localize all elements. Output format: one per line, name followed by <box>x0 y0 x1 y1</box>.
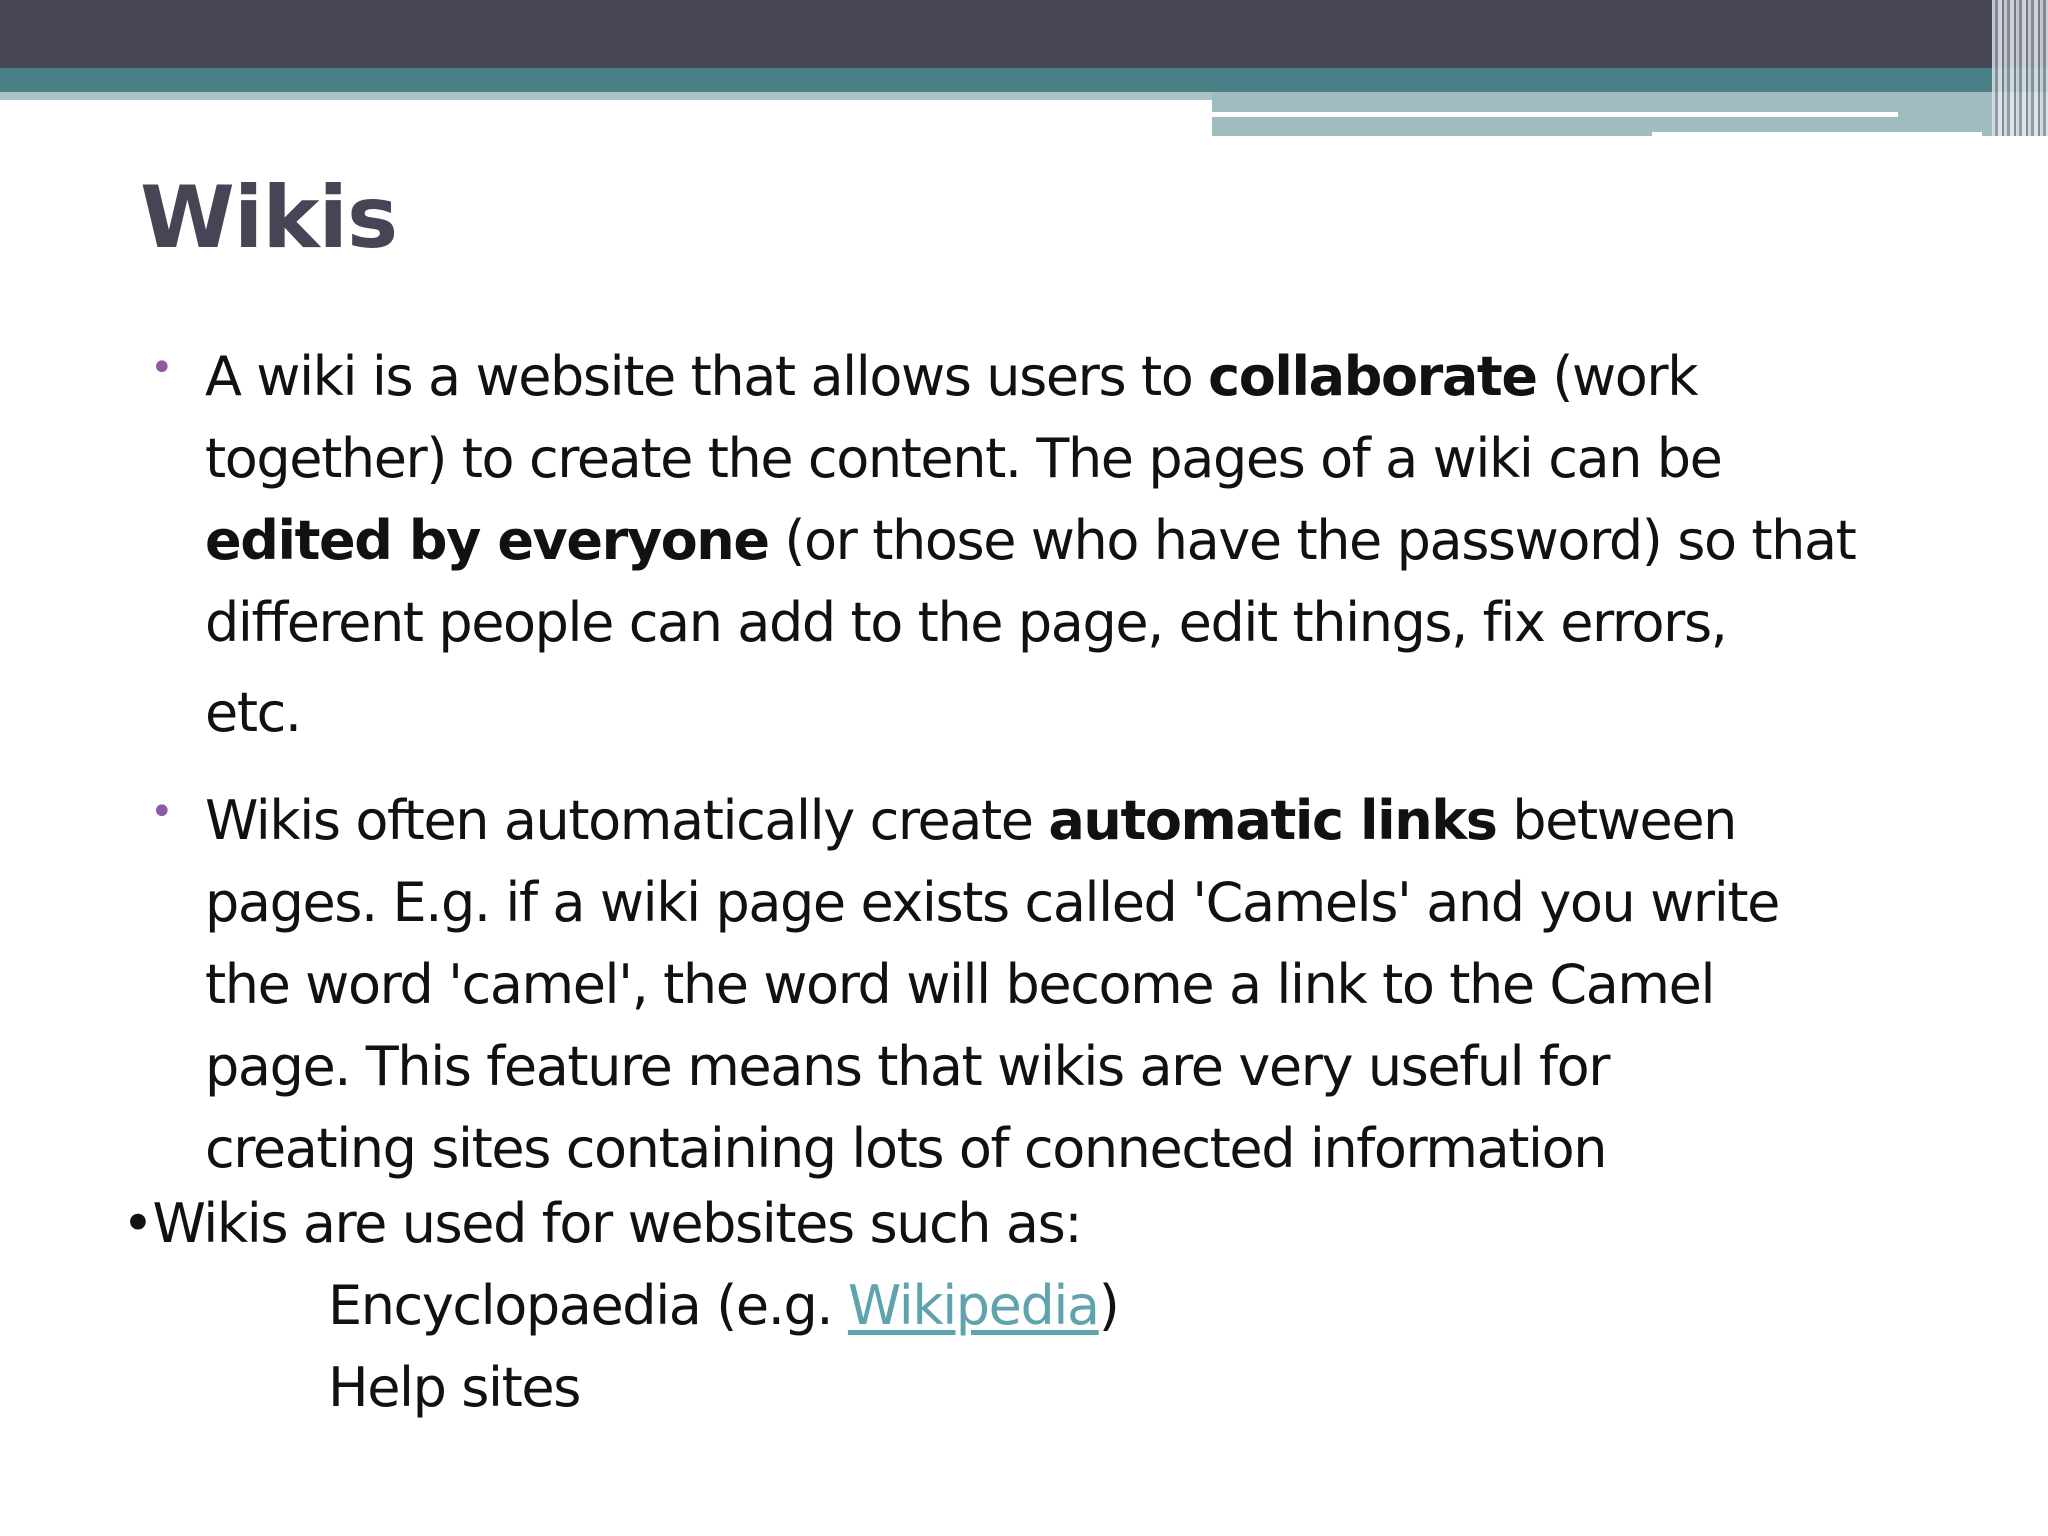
list-item-help-sites: Help sites <box>328 1356 580 1419</box>
bullet-2-line-5: creating sites containing lots of connected information <box>205 1117 1607 1180</box>
bullet-2-line-4: page. This feature means that wikis are very useful for <box>205 1035 1610 1098</box>
header-bar-dark <box>0 0 2048 68</box>
bullet-marker-1: • <box>150 345 174 391</box>
header-edge-stripes <box>1992 0 2048 136</box>
header-bar-step <box>1212 92 2048 110</box>
header-bar-light <box>0 92 1212 100</box>
bullet-marker-2: • <box>150 789 174 835</box>
bullet-2-line-1: Wikis often automatically create automatic links between <box>205 789 1736 852</box>
bullet-1-line-4: different people can add to the page, edit things, fix errors, <box>205 591 1727 654</box>
bullet-1-line-2: together) to create the content. The pages of a wiki can be <box>205 427 1722 490</box>
bullet-1-line-1: A wiki is a website that allows users to collaborate (work <box>205 345 1698 408</box>
wikipedia-link[interactable]: Wikipedia <box>847 1274 1099 1337</box>
list-item-encyclopaedia: Encyclopaedia (e.g. Wikipedia) <box>328 1274 1119 1337</box>
bold-edited-by-everyone: edited by everyone <box>205 509 769 572</box>
bullet-2-line-2: pages. E.g. if a wiki page exists called 'Camels' and you write <box>205 871 1779 934</box>
bullet-1-line-5: etc. <box>205 681 301 744</box>
header-white-line-2 <box>1652 132 1982 136</box>
bullet-3-text: •Wikis are used for websites such as: <box>122 1192 1082 1255</box>
bullet-1-line-3: edited by everyone (or those who have the password) so that <box>205 509 1856 572</box>
bullet-2 <box>205 780 1965 1190</box>
bullet-1 <box>205 336 1965 754</box>
slide-title: Wikis <box>140 168 398 268</box>
bullet-2-line-3: the word 'camel', the word will become a link to the Camel <box>205 953 1715 1016</box>
header-white-line <box>1212 112 1898 117</box>
bold-automatic-links: automatic links <box>1048 789 1497 852</box>
header-bar-teal <box>0 68 2048 92</box>
bold-collaborate: collaborate <box>1208 345 1537 408</box>
